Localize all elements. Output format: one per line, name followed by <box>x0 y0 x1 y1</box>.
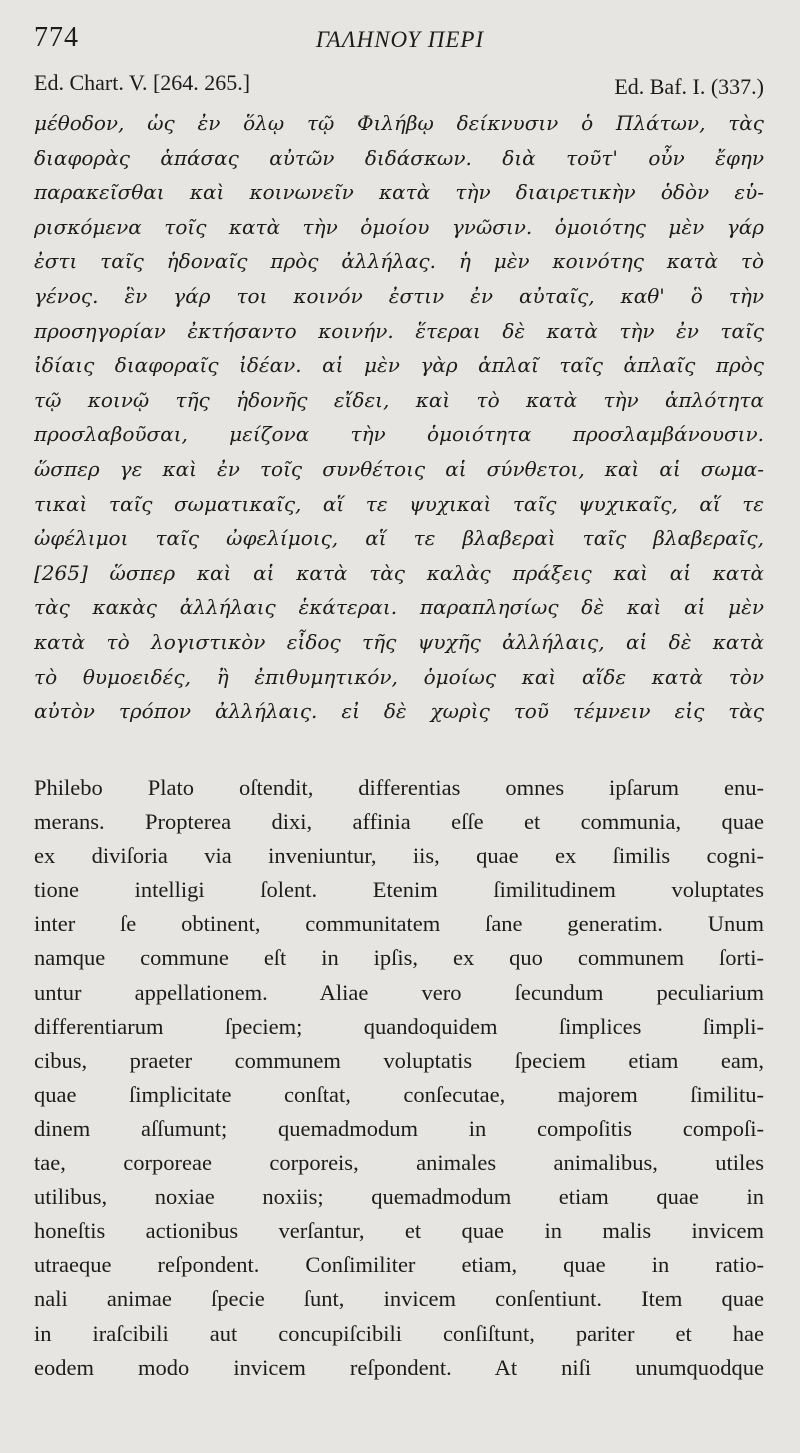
latin-line: honeſtis actionibus verſantur, et quae in malis invicem <box>34 1218 764 1244</box>
edition-reference-chartier: Ed. Chart. V. [264. 265.] <box>34 70 251 95</box>
greek-line: τὸ θυμοειδές, ἢ ἐπιθυμητικόν, ὁμοίως καὶ αἵδε κατὰ τὸν <box>34 664 764 689</box>
greek-line: γένος. ἓν γάρ τοι κοινόν ἐστιν ἐν αὐταῖς, καθ' ὃ τὴν <box>34 283 764 308</box>
page-number: 774 <box>34 22 79 53</box>
greek-line: αὐτὸν τρόπον ἀλλήλαις. εἰ δὲ χωρὶς τοῦ τέμνειν εἰς τὰς <box>34 699 764 724</box>
greek-line: ὥσπερ γε καὶ ἐν τοῖς συνθέτοις αἱ σύνθετοι, καὶ αἱ σωμα- <box>34 456 764 481</box>
latin-text-block <box>34 771 764 1385</box>
greek-line: τὰς κακὰς ἀλλήλαις ἑκάτεραι. παραπλησίως δὲ καὶ αἱ μὲν <box>34 595 764 620</box>
latin-line: tae, corporeae corporeis, animales animalibus, utiles <box>34 1150 764 1176</box>
latin-line: merans. Propterea dixi, affinia eſſe et communia, quae <box>34 809 764 835</box>
latin-line: namque commune eſt in ipſis, ex quo communem ſorti- <box>34 945 764 971</box>
greek-line: προσλαβοῦσαι, μείζονα τὴν ὁμοιότητα προσλαμβάνουσιν. <box>34 422 764 447</box>
greek-line: κατὰ τὸ λογιστικὸν εἶδος τῆς ψυχῆς ἀλλήλαις, αἱ δὲ κατὰ <box>34 629 764 654</box>
latin-line: differentiarum ſpeciem; quandoquidem ſimplices ſimpli- <box>34 1013 764 1039</box>
greek-line: τῷ κοινῷ τῆς ἡδονῆς εἴδει, καὶ τὸ κατὰ τὴν ἁπλότητα <box>34 387 764 412</box>
latin-line: cibus, praeter communem voluptatis ſpeciem etiam eam, <box>34 1047 764 1073</box>
latin-line: eodem modo invicem reſpondent. At niſi unumquodque <box>34 1354 764 1380</box>
greek-line: [265] ὥσπερ καὶ αἱ κατὰ τὰς καλὰς πράξεις καὶ αἱ κατὰ <box>34 560 764 585</box>
latin-line: untur appellationem. Aliae vero ſecundum peculiarium <box>34 979 764 1005</box>
greek-line: προσηγορίαν ἐκτήσαντο κοινήν. ἕτεραι δὲ κατὰ τὴν ἐν ταῖς <box>34 318 764 343</box>
greek-line: παρακεῖσθαι καὶ κοινωνεῖν κατὰ τὴν διαιρετικὴν ὁδὸν εὑ- <box>34 180 764 205</box>
greek-line: ἐστι ταῖς ἡδοναῖς πρὸς ἀλλήλας. ἡ μὲν κοινότης κατὰ τὸ <box>34 249 764 274</box>
running-head: ΓΑΛΗΝΟΥ ΠΕΡΙ <box>315 27 485 52</box>
greek-line: ρισκόμενα τοῖς κατὰ τὴν ὁμοίου γνῶσιν. ὁμοιότης μὲν γάρ <box>34 214 764 239</box>
greek-line: διαφορὰς ἁπάσας αὐτῶν διδάσκων. διὰ τοῦτ' οὖν ἔφην <box>34 145 764 170</box>
latin-line: ex diviſoria via inveniuntur, iis, quae ex ſimilis cogni- <box>34 843 764 869</box>
latin-line: tione intelligi ſolent. Etenim ſimilitudinem voluptates <box>34 877 764 903</box>
latin-line: utilibus, noxiae noxiis; quemadmodum etiam quae in <box>34 1184 764 1210</box>
latin-line: inter ſe obtinent, communitatem ſane generatim. Unum <box>34 911 764 937</box>
greek-line: ὠφέλιμοι ταῖς ὠφελίμοις, αἵ τε βλαβεραὶ ταῖς βλαβεραῖς, <box>34 526 764 551</box>
latin-line: nali animae ſpecie ſunt, invicem conſentiunt. Item quae <box>34 1286 764 1312</box>
greek-line: ἰδίαις διαφοραῖς ἰδέαν. αἱ μὲν γὰρ ἁπλαῖ ταῖς ἁπλαῖς πρὸς <box>34 353 764 378</box>
latin-line: in iraſcibili aut concupiſcibili conſiſtunt, pariter et hae <box>34 1320 764 1346</box>
edition-reference-basel: Ed. Baf. I. (337.) <box>614 74 764 99</box>
greek-line: μέθοδον, ὡς ἐν ὅλῳ τῷ Φιλήβῳ δείκνυσιν ὁ Πλάτων, τὰς <box>34 111 764 135</box>
latin-line: Philebo Plato oſtendit, differentias omnes ipſarum enu- <box>34 775 764 800</box>
latin-line: dinem aſſumunt; quemadmodum in compoſitis compoſi- <box>34 1115 764 1141</box>
latin-line: quae ſimplicitate conſtat, conſecutae, majorem ſimilitu- <box>34 1081 764 1107</box>
greek-line: τικαὶ ταῖς σωματικαῖς, αἵ τε ψυχικαὶ ταῖς ψυχικαῖς, αἵ τε <box>34 491 764 516</box>
greek-text-block <box>34 106 764 729</box>
latin-line: utraeque reſpondent. Conſimiliter etiam, quae in ratio- <box>34 1252 764 1278</box>
